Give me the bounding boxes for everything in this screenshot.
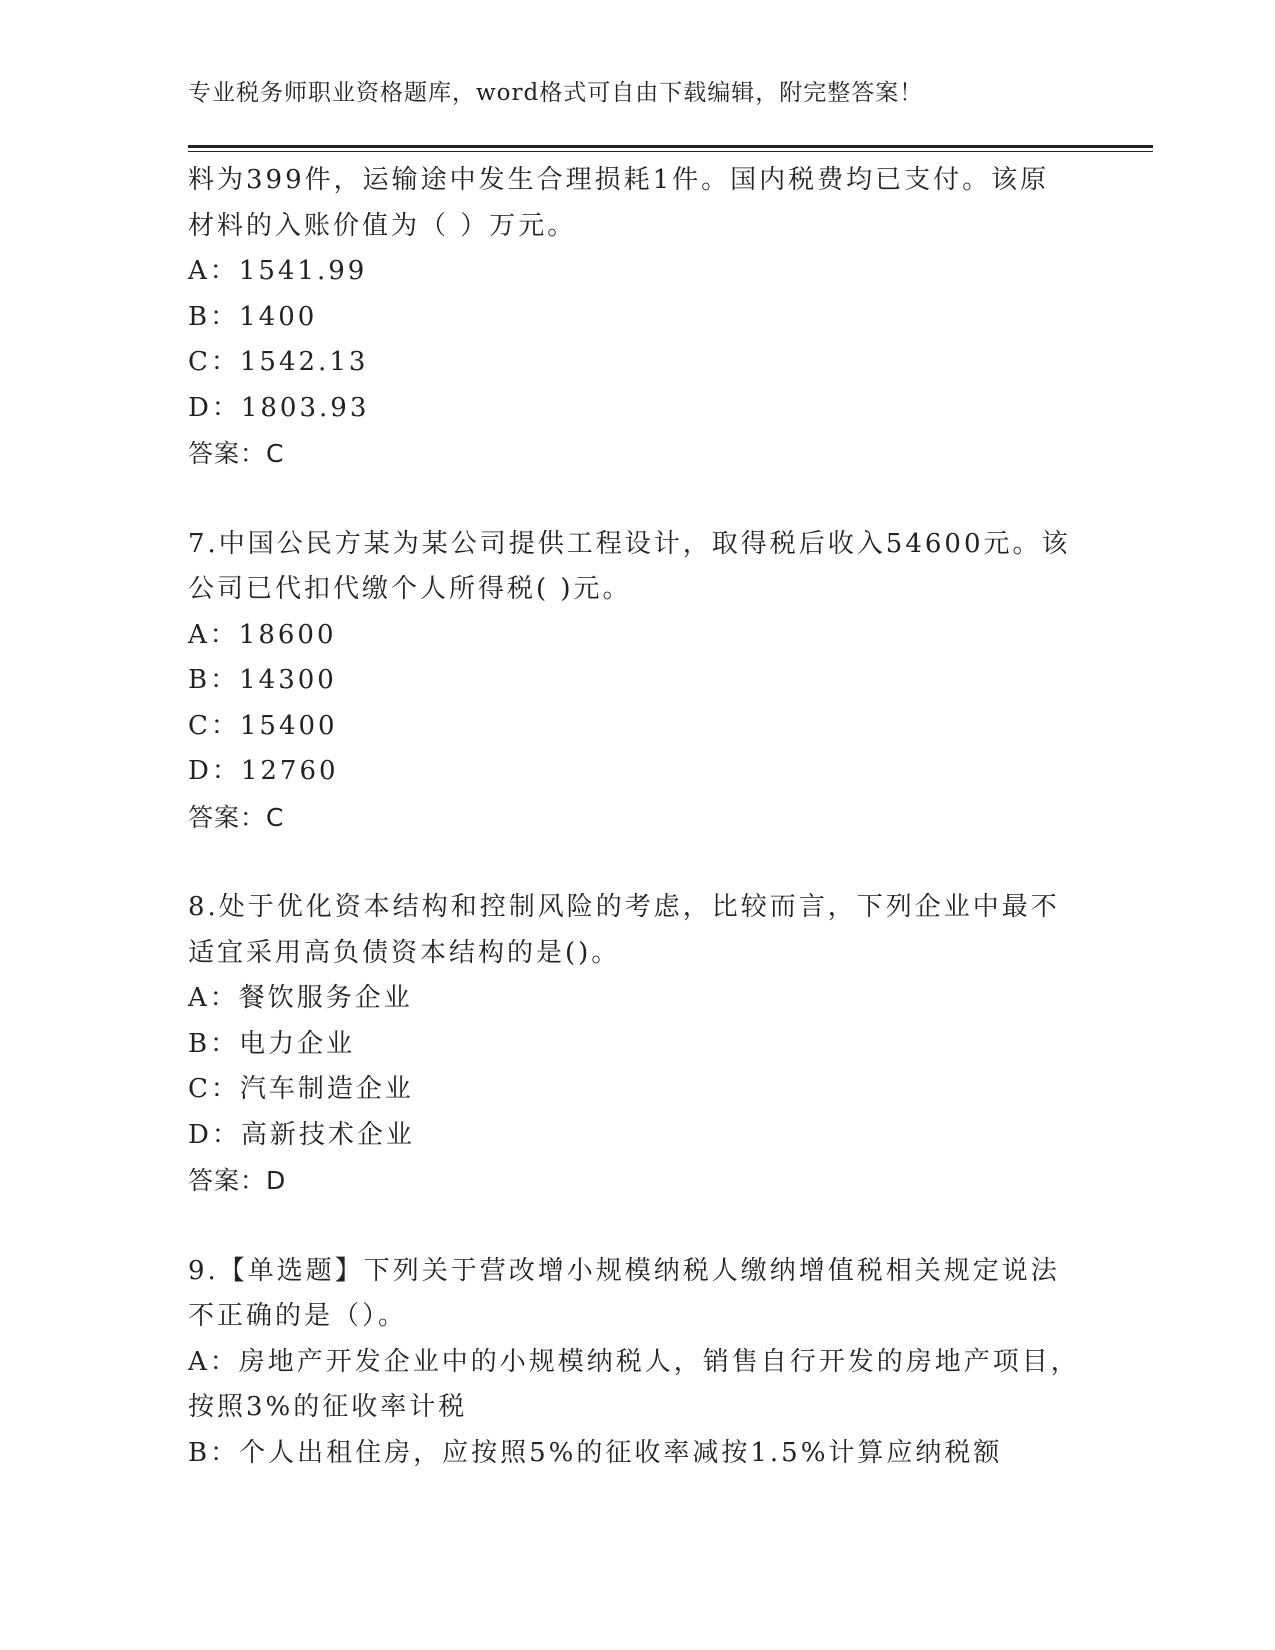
answer-line: 答案：C: [188, 802, 285, 832]
question-text-line: 公司已代扣代缴个人所得税( )元。: [188, 574, 632, 604]
option-a-continued: 按照3%的征收率计税: [188, 1392, 468, 1422]
question-block: [188, 1249, 1080, 1477]
option-a: A：1541.99: [188, 256, 368, 286]
option-c: C：15400: [188, 710, 338, 741]
answer-line: 答案：C: [188, 439, 285, 468]
question-list: [188, 158, 1080, 1476]
option-b: B：14300: [188, 665, 337, 695]
option-d: D：1803.93: [188, 392, 370, 423]
question-spacer: [188, 1204, 1068, 1249]
answer-line: 答案：D: [188, 1166, 287, 1195]
option-a: A：餐饮服务企业: [188, 983, 413, 1013]
option-a: A：18600: [188, 619, 337, 650]
question-text-line: 材料的入账价值为（ ）万元。: [188, 210, 577, 241]
question-block: [188, 885, 1068, 1204]
option-c: C：1542.13: [188, 347, 369, 377]
option-d: D：高新技术企业: [188, 1119, 415, 1150]
question-text-line: 8.处于优化资本结构和控制风险的考虑，比较而言，下列企业中最不: [188, 892, 1060, 922]
question-text-line: 7.中国公民方某为某公司提供工程设计，取得税后收入54600元。该: [188, 528, 1071, 559]
question-spacer: [188, 477, 1068, 522]
header-rule-thick: [188, 145, 1153, 148]
option-b: B：个人出租住房，应按照5%的征收率减按1.5%计算应纳税额: [188, 1437, 1003, 1468]
question-spacer: [188, 840, 1068, 885]
question-block: [188, 522, 1071, 841]
question-text-line: 不正确的是（）。: [188, 1301, 408, 1331]
option-c: C：汽车制造企业: [188, 1074, 414, 1104]
option-b: B：1400: [188, 301, 318, 332]
page-header: 专业税务师职业资格题库，word格式可自由下载编辑，附完整答案！: [188, 80, 924, 106]
question-text-line: 料为399件，运输途中发生合理损耗1件。国内税费均已支付。该原: [188, 165, 1050, 195]
header-rule-thin: [188, 151, 1153, 152]
question-text-line: 适宜采用高负债资本结构的是()。: [188, 937, 621, 968]
option-b: B：电力企业: [188, 1028, 356, 1059]
question-text-line: 9.【单选题】下列关于营改增小规模纳税人缴纳增值税相关规定说法: [188, 1255, 1060, 1286]
option-a: A：房地产开发企业中的小规模纳税人，销售自行开发的房地产项目，: [188, 1346, 1080, 1377]
option-d: D：12760: [188, 756, 339, 786]
question-block: [188, 158, 1068, 477]
